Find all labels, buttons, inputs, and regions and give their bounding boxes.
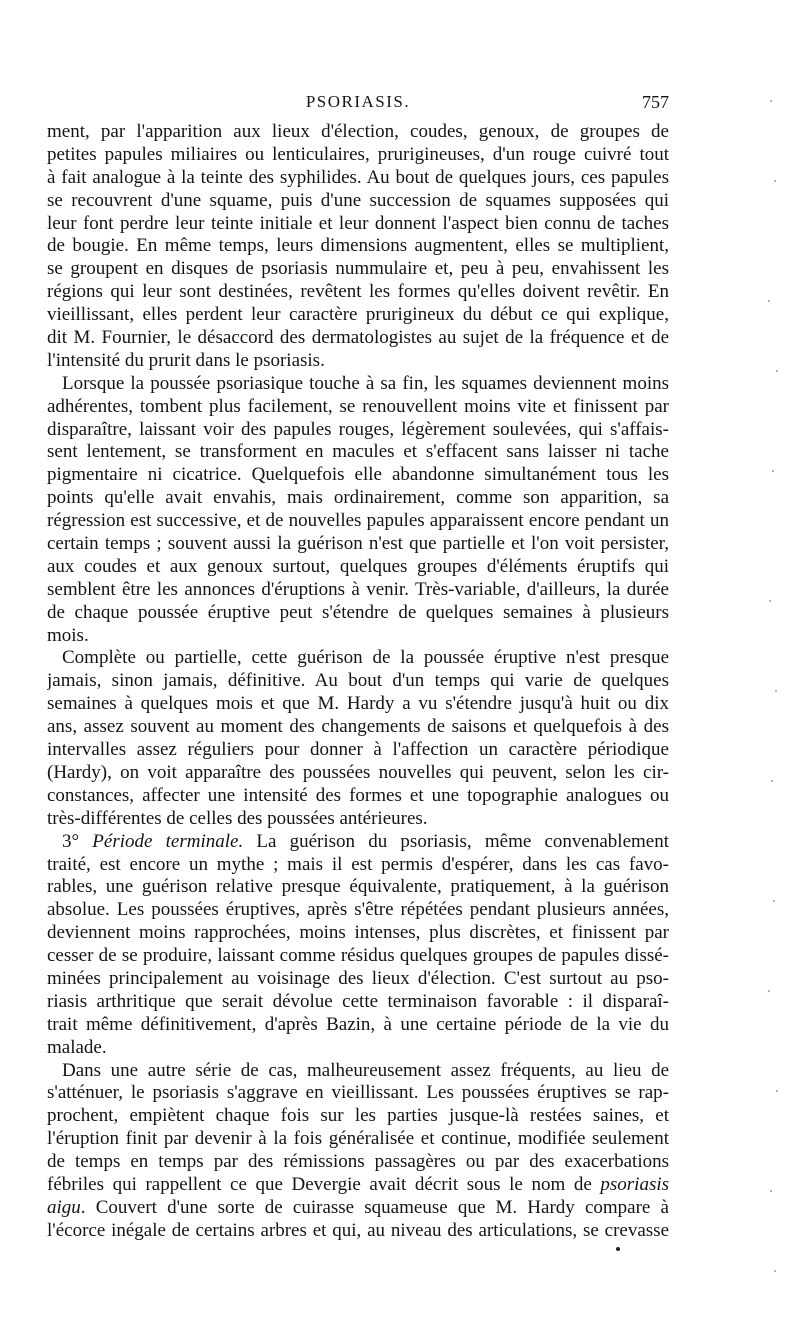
text-line: aux coudes et aux genoux surtout, quelques groupes d'éléments éruptifs qui <box>47 555 669 577</box>
text-line: jamais, sinon jamais, définitive. Au bout d'un temps qui varie de quelques <box>47 670 669 692</box>
text-line: traité, est encore un mythe ; mais il est permis d'espérer, dans les cas favo- <box>47 853 669 875</box>
speck <box>768 990 770 992</box>
body-text <box>47 121 669 1243</box>
text-line: deviennent moins rapprochées, moins intenses, plus discrètes, et finissent par <box>47 922 669 944</box>
text-line: points qu'elle avait envahis, mais ordinairement, comme son apparition, sa <box>47 487 669 509</box>
page-edge-specks <box>764 40 784 1300</box>
text-line: régions qui leur sont destinées, revêtent les formes qu'elles doivent revêtir. En <box>47 281 669 303</box>
text-line: très-différentes de celles des poussées antérieures. <box>47 807 428 829</box>
paragraph <box>47 373 669 648</box>
text-line: dit M. Fournier, le désaccord des dermatologistes au sujet de la fréquence et de <box>47 327 669 349</box>
text-line: certain temps ; souvent aussi la guérison n'est que partielle et l'on voit persister, <box>47 533 669 555</box>
text-line: absolue. Les poussées éruptives, après s'être répétées pendant plusieurs années, <box>47 899 669 921</box>
speck <box>769 600 771 602</box>
text-line <box>47 1174 669 1197</box>
text-line: petites papules miliaires ou lenticulaires, prurigineuses, d'un rouge cuivré tout <box>47 143 669 165</box>
text-line: mois. <box>47 624 89 646</box>
running-header <box>47 90 669 114</box>
text-line: Lorsque la poussée psoriasique touche à sa fin, les squames deviennent moins <box>62 372 669 394</box>
ink-mark <box>616 1247 620 1251</box>
text-line: (Hardy), on voit apparaître des poussées nouvelles qui peuvent, selon les cir- <box>47 761 669 783</box>
text-line: prochent, empiètent chaque fois sur les parties jusque-là restées saines, et <box>47 1105 669 1127</box>
speck <box>774 180 776 182</box>
paragraph <box>47 647 669 830</box>
section-heading: Période terminale. <box>92 830 244 852</box>
text-line <box>47 831 669 854</box>
text-line: semaines à quelques mois et que M. Hardy a vu s'étendre jusqu'à huit ou dix <box>47 693 669 715</box>
speck <box>776 370 778 372</box>
speck <box>772 470 774 472</box>
text-line: leur font perdre leur teinte initiale et leur donnent l'aspect bien connu de taches <box>47 212 669 234</box>
speck <box>776 1090 778 1092</box>
text-run: La guérison du psoriasis, même convenablement <box>243 830 669 852</box>
speck <box>771 780 773 782</box>
speck <box>770 1190 772 1192</box>
text-line: de chaque poussée éruptive peut s'étendre de quelques semaines à plusieurs <box>47 601 669 623</box>
text-line: constances, affecter une intensité des formes et une topographie analogues ou <box>47 784 669 806</box>
section-number: 3° <box>62 830 93 852</box>
text-line: semblent être les annonces d'éruptions à venir. Très-variable, d'ailleurs, la durée <box>47 578 669 600</box>
text-line: régression est successive, et de nouvelles papules apparaissent encore pendant un <box>47 510 669 532</box>
text-line: adhérentes, tombent plus facilement, se renouvellent moins vite et finissent par <box>47 395 669 417</box>
text-line <box>47 1197 669 1220</box>
text-line: l'écorce inégale de certains arbres et qui, au niveau des articulations, se crevasse <box>47 1219 669 1241</box>
italic-term: psoriasis <box>600 1173 669 1195</box>
text-line: malade. <box>47 1036 107 1058</box>
text-line: l'intensité du prurit dans le psoriasis. <box>47 349 325 371</box>
text-line: rables, une guérison relative presque équivalente, pratiquement, à la guérison <box>47 876 669 898</box>
speck <box>775 690 777 692</box>
text-line: ment, par l'apparition aux lieux d'élection, coudes, genoux, de groupes de <box>47 121 669 142</box>
text-line: à fait analogue à la teinte des syphilides. Au bout de quelques jours, ces papules <box>47 166 669 188</box>
speck <box>773 900 775 902</box>
speck <box>774 1270 776 1272</box>
text-line: intervalles assez réguliers pour donner à l'affection un caractère périodique <box>47 739 669 761</box>
text-run: . Couvert d'une sorte de cuirasse squameuse que M. Hardy compare à <box>80 1196 669 1218</box>
text-line: minées principalement au voisinage des lieux d'élection. C'est surtout au pso- <box>47 967 669 989</box>
running-title: PSORIASIS. <box>305 92 411 111</box>
text-line: l'éruption finit par devenir à la fois généralisée et continue, modifiée seulement <box>47 1128 669 1150</box>
text-run: fébriles qui rappellent ce que Devergie avait décrit sous le nom de <box>47 1173 592 1195</box>
text-line: cesser de se produire, laissant comme résidus quelques groupes de papules dissé- <box>47 945 669 967</box>
text-line: ans, assez souvent au moment des changements de saisons et quelquefois à des <box>47 716 669 738</box>
paragraph <box>47 121 669 373</box>
text-line: vieillissant, elles perdent leur caractère prurigineux du début ce qui explique, <box>47 304 669 326</box>
text-line: trait même définitivement, d'après Bazin, à une certaine période de la vie du <box>47 1013 669 1035</box>
text-line: de temps en temps par des rémissions passagères ou par des exacerbations <box>47 1151 669 1173</box>
paragraph <box>47 1060 669 1243</box>
paragraph <box>47 831 669 1060</box>
text-line: s'atténuer, le psoriasis s'aggrave en vieillissant. Les poussées éruptives se rap- <box>47 1082 669 1104</box>
speck <box>768 300 770 302</box>
speck <box>770 100 772 102</box>
text-line: se groupent en disques de psoriasis nummulaire et, peu à peu, envahissent les <box>47 258 669 280</box>
text-line: Dans une autre série de cas, malheureusement assez fréquents, au lieu de <box>62 1059 669 1081</box>
text-line: sent lentement, se transforment en macules et s'effacent sans laisser ni tache <box>47 441 669 463</box>
page-number: 757 <box>642 92 669 112</box>
text-line: disparaître, laissant voir des papules rouges, légèrement soulevées, qui s'affais- <box>47 418 669 440</box>
text-line: pigmentaire ni cicatrice. Quelquefois elle abandonne simultanément tous les <box>47 464 669 486</box>
italic-term: aigu <box>47 1196 81 1218</box>
text-line: se recouvrent d'une squame, puis d'une succession de squames supposées qui <box>47 189 669 211</box>
text-line: Complète ou partielle, cette guérison de la poussée éruptive n'est presque <box>62 647 669 669</box>
text-line: de bougie. En même temps, leurs dimensions augmentent, elles se multiplient, <box>47 235 669 257</box>
text-line: riasis arthritique que serait dévolue cette terminaison favorable : il disparaî- <box>47 990 669 1012</box>
